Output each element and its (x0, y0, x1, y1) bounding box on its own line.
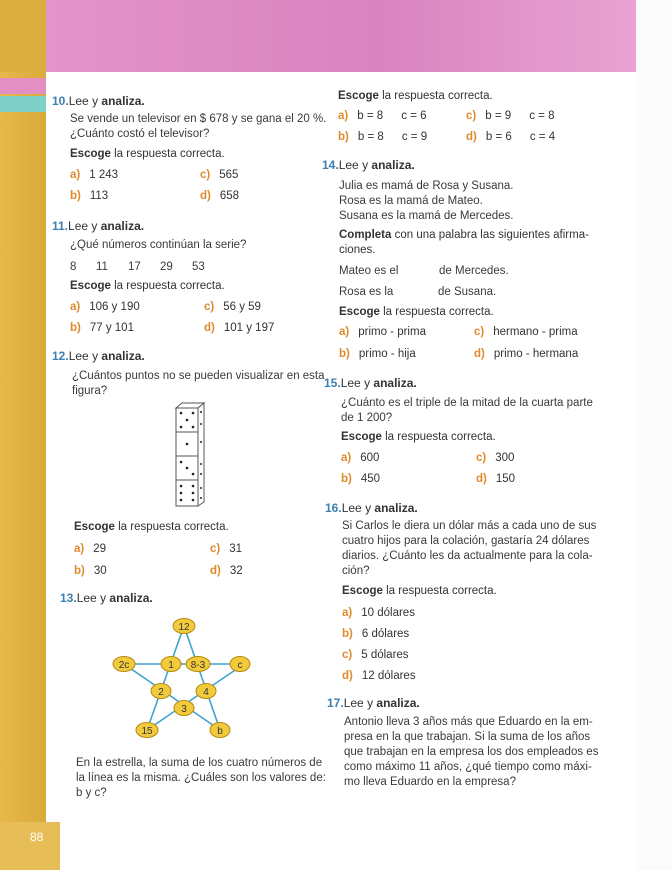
q12-option-a[interactable]: a) 29 (74, 543, 107, 555)
star-label-2c: 2c (118, 660, 130, 671)
star-label-2: 2 (158, 687, 164, 698)
q14-blank-2: Rosa es la de Susana. (339, 286, 497, 298)
q12-heading: 12.Lee y analiza. (52, 349, 145, 363)
q13-instruction: Escoge la respuesta correcta. (338, 90, 493, 102)
q15-option-b[interactable]: b) 450 (341, 473, 381, 485)
dice-tower-figure (172, 402, 206, 512)
q16-option-a[interactable]: a) 10 dólares (342, 607, 415, 619)
q12-option-c[interactable]: c) 31 (210, 543, 243, 555)
q15-option-d[interactable]: d) 150 (476, 473, 516, 485)
q16-option-c[interactable]: c) 5 dólares (342, 649, 409, 661)
side-band-top (0, 0, 46, 72)
section-tab-teal (0, 96, 46, 112)
q16-instruction: Escoge la respuesta correcta. (342, 585, 497, 597)
star-label-b: b (217, 726, 223, 737)
q11-text: ¿Qué números continúan la serie? (70, 239, 247, 251)
q14-option-a[interactable]: a) primo - prima (339, 326, 426, 338)
star-label-12: 12 (178, 622, 190, 633)
q14-instruction: Completa con una palabra las siguientes afirma- ciones. (339, 229, 589, 256)
q14-option-c[interactable]: c) hermano - prima (474, 326, 578, 338)
q14-escoge: Escoge la respuesta correcta. (339, 306, 494, 318)
q13-option-c[interactable]: c) b = 9 c = 8 (466, 110, 555, 122)
q15-heading: 15.Lee y analiza. (324, 376, 417, 390)
header-band (0, 0, 636, 72)
q14-heading: 14.Lee y analiza. (322, 158, 415, 172)
section-tab-pink (0, 78, 46, 94)
star-label-8-3: 8-3 (190, 660, 206, 671)
q10-option-a[interactable]: a) 1 243 (70, 169, 119, 181)
q16-option-b[interactable]: b) 6 dólares (342, 628, 410, 640)
q15-text: ¿Cuánto es el triple de la mitad de la cuarta parte de 1 200? (341, 397, 593, 424)
q11-option-a[interactable]: a) 106 y 190 (70, 301, 140, 313)
q17-text: Antonio lleva 3 años más que Eduardo en la em- presa en la que trabajan. Si la suma de los años que trabajan en la empresa los dos empleados es como máximo 11 años, ¿qué tiempo como máxi- mo lleva Eduardo en la empresa? (344, 716, 599, 788)
q14-text: Julia es mamá de Rosa y Susana. Rosa es la mamá de Mateo. Susana es la mamá de Mercedes. (339, 180, 514, 222)
q14-option-b[interactable]: b) primo - hija (339, 348, 416, 360)
star-label-1: 1 (168, 660, 174, 671)
q16-heading: 16.Lee y analiza. (325, 501, 418, 515)
q15-instruction: Escoge la respuesta correcta. (341, 431, 496, 443)
q11-series: 8 11 17 29 53 (70, 261, 205, 273)
q17-heading: 17.Lee y analiza. (327, 696, 420, 710)
q10-instruction: Escoge la respuesta correcta. (70, 148, 225, 160)
q13-text: En la estrella, la suma de los cuatro números de la línea es la misma. ¿Cuáles son los valores de: b y c? (76, 757, 326, 799)
q13-option-b[interactable]: b) b = 8 c = 9 (338, 131, 428, 143)
q13-heading: 13.Lee y analiza. (60, 591, 153, 605)
star-label-4: 4 (203, 687, 209, 698)
q14-option-d[interactable]: d) primo - hermana (474, 348, 579, 360)
star-label-15: 15 (141, 726, 153, 737)
q11-option-c[interactable]: c) 56 y 59 (204, 301, 261, 313)
q11-instruction: Escoge la respuesta correcta. (70, 280, 225, 292)
star-figure (106, 615, 266, 745)
q10-option-c[interactable]: c) 565 (200, 169, 239, 181)
q11-option-d[interactable]: d) 101 y 197 (204, 322, 275, 334)
q12-option-d[interactable]: d) 32 (210, 565, 243, 577)
page-number: 88 (30, 830, 44, 844)
side-band (0, 0, 46, 870)
page-edge (636, 0, 672, 870)
q12-instruction: Escoge la respuesta correcta. (74, 521, 229, 533)
star-label-3: 3 (181, 704, 187, 715)
q10-text: Se vende un televisor en $ 678 y se gana el 20 %. ¿Cuánto costó el televisor? (70, 113, 327, 140)
q16-text: Si Carlos le diera un dólar más a cada uno de sus cuatro hijos para la colación, gastaría 24 dólares diarios. ¿Cuánto les da actualmente para la cola- ción? (342, 520, 597, 577)
q14-blank-1: Mateo es el de Mercedes. (339, 265, 509, 277)
q10-option-d[interactable]: d) 658 (200, 190, 240, 202)
q13-option-a[interactable]: a) b = 8 c = 6 (338, 110, 427, 122)
q12-option-b[interactable]: b) 30 (74, 565, 107, 577)
q13-option-d[interactable]: d) b = 6 c = 4 (466, 131, 556, 143)
q11-heading: 11.Lee y analiza. (52, 219, 145, 233)
q10-option-b[interactable]: b) 113 (70, 190, 109, 202)
q15-option-a[interactable]: a) 600 (341, 452, 380, 464)
q16-option-d[interactable]: d) 12 dólares (342, 670, 416, 682)
q15-option-c[interactable]: c) 300 (476, 452, 515, 464)
star-label-c: c (237, 660, 243, 671)
q11-option-b[interactable]: b) 77 y 101 (70, 322, 134, 334)
q10-heading: 10.Lee y analiza. (52, 94, 145, 108)
q12-text: ¿Cuántos puntos no se pueden visualizar en esta figura? (72, 370, 325, 397)
